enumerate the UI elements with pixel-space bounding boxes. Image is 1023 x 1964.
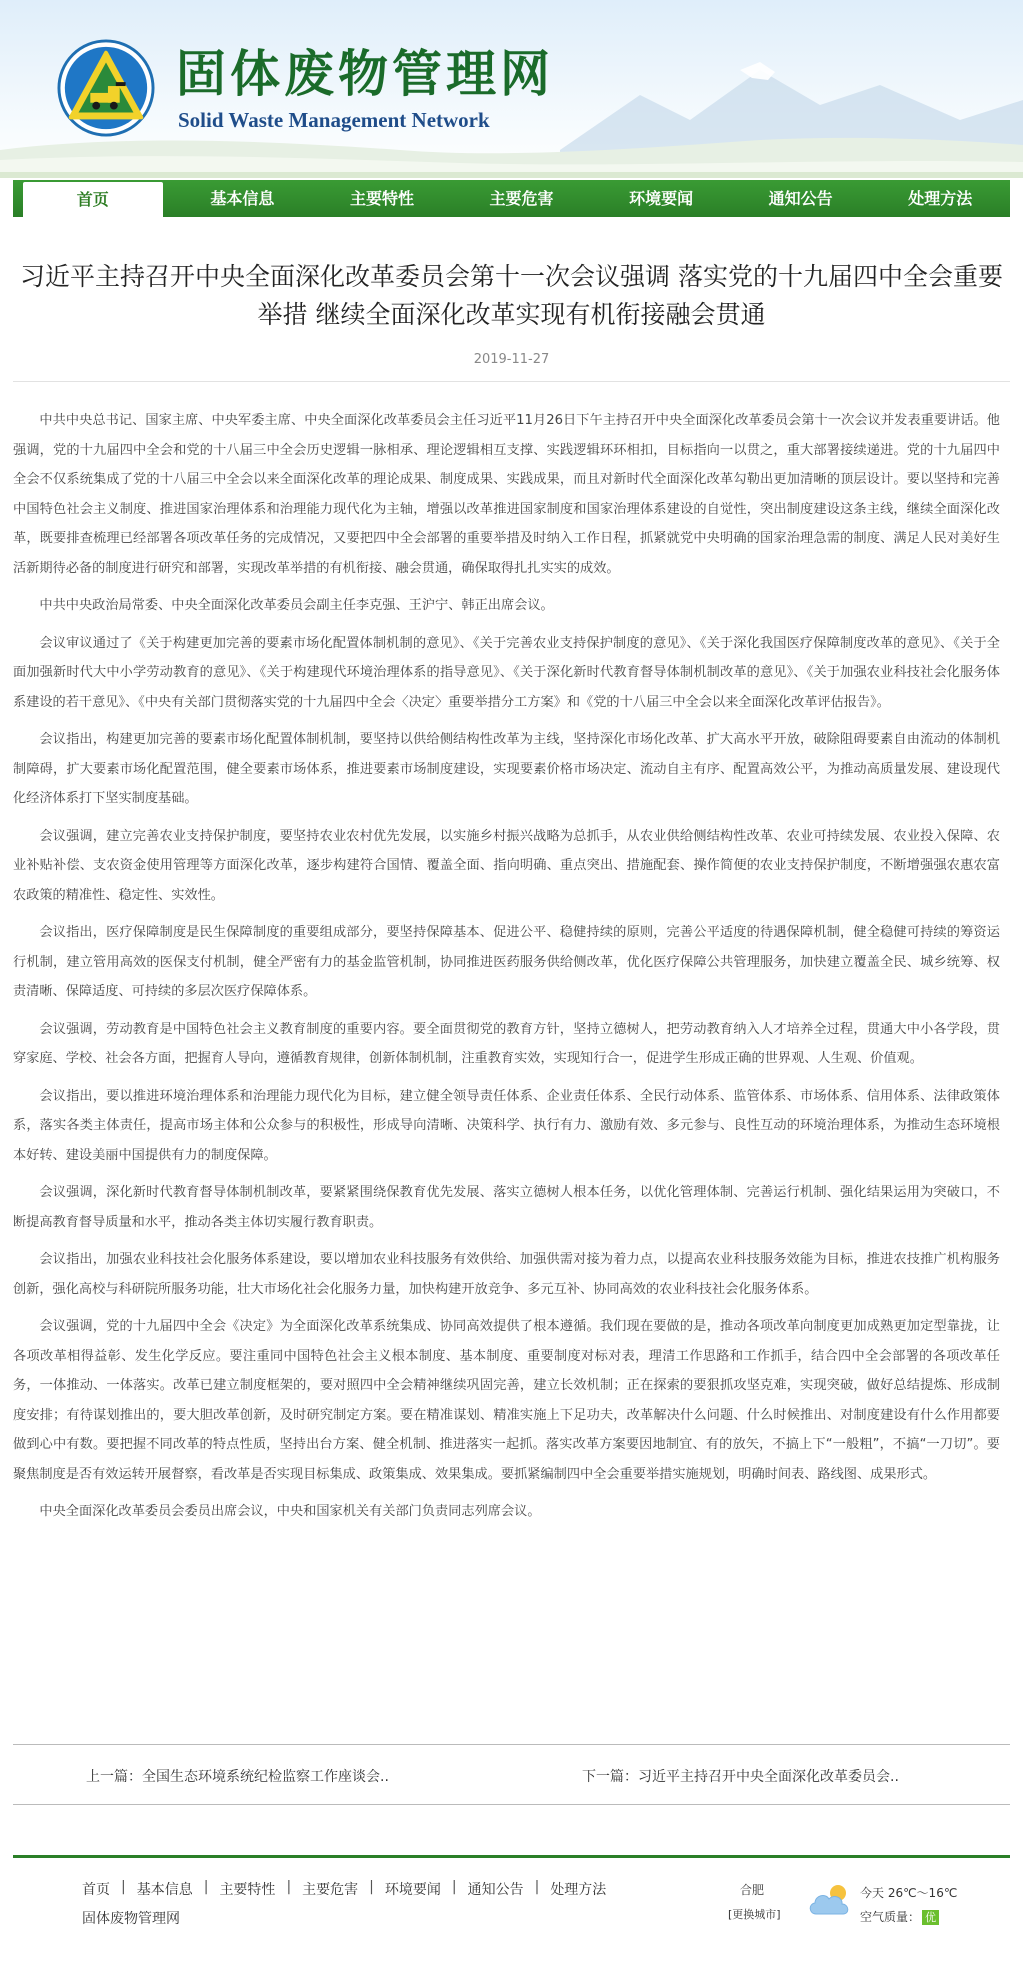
air-quality bbox=[860, 1908, 939, 1925]
nav-item-hazards[interactable]: 主要危害 bbox=[489, 189, 554, 208]
site-subtitle: Solid Waste Management Network bbox=[178, 108, 490, 132]
article-paragraph: 中共中央政治局常委、中央全面深化改革委员会副主任李克强、王沪宁、韩正出席会议。 bbox=[39, 598, 554, 613]
footer-separator: | bbox=[286, 1879, 292, 1895]
article-paragraph: 会议审议通过了《关于构建更加完善的要素市场化配置体制机制的意见》、《关于完善农业支持保护制度的意见》、《关于深化我国医疗保障制度改革的意见》、《关于全面加强新时代大中小学劳动教育的意见》、《关于构建现代环境治理体系的指导意见》、《关于深化新时代教育督导体制机制改革的意见》、《关于加强农业科技社会化服务体系建设的若干意见》、《中央有关部门贯彻落实党的十九届四中全会〈决定〉重要举措分工方案》和《党的十八届三中全会以来全面深化改革评估报告》。 bbox=[13, 635, 1000, 710]
footer-separator: | bbox=[121, 1879, 126, 1895]
article-body bbox=[13, 406, 1000, 1535]
nav-item-home[interactable]: 首页 bbox=[23, 182, 163, 217]
footer-site-name: 固体废物管理网 bbox=[82, 1911, 180, 1927]
next-article-link[interactable]: 下一篇：习近平主持召开中央全面深化改革委员会.. bbox=[582, 1769, 899, 1785]
main-nav bbox=[13, 180, 1010, 217]
footer-link-characteristics[interactable]: 主要特性 bbox=[219, 1882, 276, 1898]
nav-item-treatment[interactable]: 处理方法 bbox=[908, 189, 973, 208]
prev-article-link[interactable]: 上一篇：全国生态环境系统纪检监察工作座谈会.. bbox=[86, 1769, 389, 1785]
article-paragraph: 中共中央总书记、国家主席、中央军委主席、中央全面深化改革委员会主任习近平11月26日下午主持召开中央全面深化改革委员会第十一次会议并发表重要讲话。他强调，党的十九届四中全会和党的十八届三中全会历史逻辑一脉相承、理论逻辑相互支撑、实践逻辑环环相扣，目标指向一以贯之，重大部署接续递进。党的十九届四中全会不仅系统集成了党的十八届三中全会以来全面深化改革的理论成果、制度成果、实践成果，而且对新时代全面深化改革勾勒出更加清晰的顶层设计。要以坚持和完善中国特色社会主义制度、推进国家治理体系和治理能力现代化为主轴，增强以改革推进国家制度和国家治理体系建设的自觉性，突出制度建设这条主线，继续全面深化改革，既要排查梳理已经部署各项改革任务的完成情况，又要把四中全会部署的重要举措及时纳入工作日程，抓紧就党中央明确的国家治理急需的制度、满足人民对美好生活新期待必备的制度进行研究和部署，实现改革举措的有机衔接、融会贯通，确保取得扎扎实实的成效。 bbox=[13, 413, 1000, 576]
site-header bbox=[0, 0, 1023, 178]
footer-separator: | bbox=[369, 1879, 374, 1895]
article-paragraph: 会议指出，医疗保障制度是民生保障制度的重要组成部分，要坚持保障基本、促进公平、稳健持续的原则，完善公平适度的待遇保障机制，健全稳健可持续的筹资运行机制，建立管用高效的医保支付机制，健全严密有力的基金监管机制，协同推进医药服务供给侧改革，优化医疗保障公共管理服务，加快建立覆盖全民、城乡统筹、权责清晰、保障适度、可持续的多层次医疗保障体系。 bbox=[13, 925, 1000, 999]
air-quality-label: 空气质量： bbox=[860, 1910, 921, 1924]
article-paragraph: 会议指出，要以推进环境治理体系和治理能力现代化为目标，建立健全领导责任体系、企业责任体系、全民行动体系、监管体系、市场体系、信用体系、法律政策体系，落实各类主体责任，提高市场主体和公众参与的积极性，形成导向清晰、决策科学、执行有力、激励有效、多元参与、良性互动的环境治理体系，为推动生态环境根本好转、建设美丽中国提供有力的制度保障。 bbox=[13, 1088, 1000, 1163]
footer-nav bbox=[82, 1879, 606, 1899]
article-paragraph: 会议强调，深化新时代教育督导体制机制改革，要紧紧围绕保教育优先发展、落实立德树人根本任务，以优化管理体制、完善运行机制、强化结果运用为突破口，不断提高教育督导质量和水平，推动各类主体切实履行教育职责。 bbox=[13, 1185, 1000, 1230]
article-paragraph: 会议指出，构建更加完善的要素市场化配置体制机制，要坚持以供给侧结构性改革为主线，坚持深化市场化改革、扩大高水平开放，破除阻碍要素自由流动的体制机制障碍，扩大要素市场化配置范围，健全要素市场体系，推进要素市场制度建设，实现要素价格市场决定、流动自主有序、配置高效公平，为推动高质量发展、建设现代化经济体系打下坚实制度基础。 bbox=[13, 732, 1000, 806]
air-quality-badge: 优 bbox=[922, 1910, 939, 1925]
nav-item-env-news[interactable]: 环境要闻 bbox=[629, 189, 694, 208]
article-date: 2019-11-27 bbox=[473, 352, 550, 367]
footer-separator: | bbox=[203, 1879, 209, 1895]
article-paragraph: 中央全面深化改革委员会委员出席会议，中央和国家机关有关部门负责同志列席会议。 bbox=[39, 1504, 541, 1519]
footer-link-env-news[interactable]: 环境要闻 bbox=[384, 1882, 441, 1898]
article-paragraph: 会议强调，劳动教育是中国特色社会主义教育制度的重要内容。要全面贯彻党的教育方针，坚持立德树人，把劳动教育纳入人才培养全过程，贯通大中小各学段，贯穿家庭、学校、社会各方面，把握育人导向，遵循教育规律，创新体制机制，注重教育实效，实现知行合一，促进学生形成正确的世界观、人生观、价值观。 bbox=[13, 1021, 1000, 1066]
article-paragraph: 会议强调，党的十九届四中全会《决定》为全面深化改革系统集成、协同高效提供了根本遵循。我们现在要做的是，推动各项改革向制度更加成熟更加定型靠拢，让各项改革相得益彰、发生化学反应。要注重同中国特色社会主义根本制度、基本制度、重要制度对标对表，理清工作思路和工作抓手，结合四中全会部署的各项改革任务，一体推动、一体落实。改革已建立制度框架的，要对照四中全会精神继续巩固完善，建立长效机制；正在探索的要狠抓攻坚克难，实现突破，做好总结提炼、形成制度安排；有待谋划推出的，要大胆改革创新，及时研究制定方案。要在精准谋划、精准实施上下足功夫，改革解决什么问题、什么时候推出、对制度建设有什么作用都要做到心中有数。要把握不同改革的特点性质，坚持出台方案、健全机制、推进落实一起抓。落实改革方案要因地制宜、有的放矢，不搞上下“一般粗”，不搞“一刀切”。要聚焦制度是否有效运转开展督察，看改革是否实现目标集成、政策集成、效果集成。要抓紧编制四中全会重要举措实施规划，明确时间表、路线图、成果形式。 bbox=[13, 1319, 1000, 1482]
cloud-sun-icon bbox=[806, 1880, 856, 1920]
footer-separator: | bbox=[451, 1879, 457, 1895]
nav-item-notices[interactable]: 通知公告 bbox=[768, 189, 833, 208]
pager-divider bbox=[13, 1804, 1010, 1805]
change-city-link[interactable]: [更换城市] bbox=[728, 1908, 781, 1921]
nav-item-basic-info[interactable]: 基本信息 bbox=[210, 189, 275, 208]
footer-link-notices[interactable]: 通知公告 bbox=[467, 1882, 524, 1898]
article-title: 习近平主持召开中央全面深化改革委员会第十一次会议强调 落实党的十九届四中全会重要举措 继续全面深化改革实现有机衔接融会贯通 bbox=[20, 262, 1003, 329]
site-title: 固体废物管理网 bbox=[176, 45, 554, 103]
footer-link-treatment[interactable]: 处理方法 bbox=[550, 1882, 607, 1898]
footer-link-basic-info[interactable]: 基本信息 bbox=[136, 1882, 193, 1898]
pager-divider bbox=[13, 1744, 1010, 1745]
article-paragraph: 会议强调，建立完善农业支持保护制度，要坚持农业农村优先发展，以实施乡村振兴战略为总抓手，从农业供给侧结构性改革、农业可持续发展、农业投入保障、农业补贴补偿、支农资金使用管理等方面深化改革，逐步构建符合国情、覆盖全面、指向明确、重点突出、措施配套、操作简便的农业支持保护制度，不断增强强农惠农富农政策的精准性、稳定性、实效性。 bbox=[13, 828, 1000, 903]
footer-link-home[interactable]: 首页 bbox=[82, 1882, 110, 1898]
weather-today: 今天 26℃～16℃ bbox=[860, 1886, 958, 1900]
footer-bar bbox=[13, 1855, 1010, 1858]
site-logo-icon[interactable] bbox=[57, 39, 155, 137]
footer-link-hazards[interactable]: 主要危害 bbox=[302, 1882, 359, 1898]
title-divider bbox=[13, 381, 1010, 382]
weather-city: 合肥 bbox=[740, 1883, 765, 1897]
nav-item-characteristics[interactable]: 主要特性 bbox=[349, 189, 414, 208]
footer-separator: | bbox=[534, 1879, 540, 1895]
article-paragraph: 会议指出，加强农业科技社会化服务体系建设，要以增加农业科技服务有效供给、加强供需对接为着力点，以提高农业科技服务效能为目标，推进农技推广机构服务创新，强化高校与科研院所服务功能，壮大市场化社会化服务力量，加快构建开放竞争、多元互补、协同高效的农业科技社会化服务体系。 bbox=[13, 1252, 1000, 1297]
